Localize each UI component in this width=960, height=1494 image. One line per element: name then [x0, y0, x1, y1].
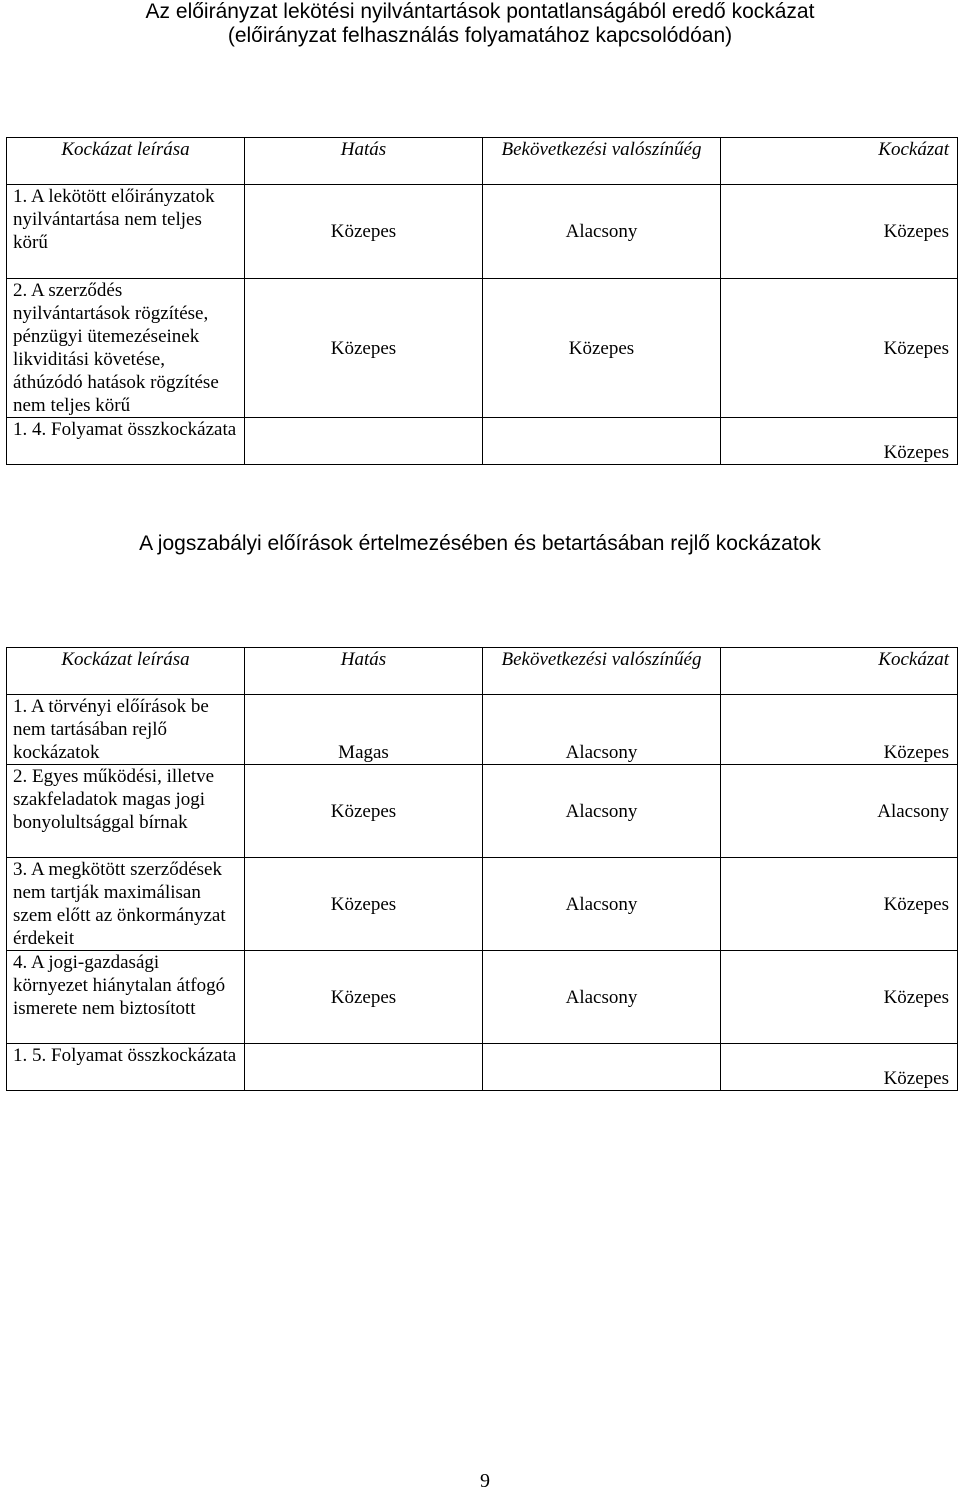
impact-value: Közepes [245, 858, 483, 951]
table-row [7, 765, 958, 858]
risk-description: 2. Egyes működési, illetve szakfeladatok magas jogi bonyolultsággal bírnak [7, 765, 245, 858]
empty-cell [483, 1044, 721, 1091]
risk-value: Közepes [721, 695, 958, 765]
risk-table-1 [6, 137, 958, 465]
header-description: Kockázat leírása [7, 648, 245, 695]
header-impact: Hatás [245, 138, 483, 185]
header-probability: Bekövetkezési valószínűég [483, 648, 721, 695]
total-row [7, 418, 958, 465]
header-description: Kockázat leírása [7, 138, 245, 185]
probability-value: Alacsony [483, 951, 721, 1044]
risk-value: Közepes [721, 951, 958, 1044]
table-header-row [7, 648, 958, 695]
probability-value: Alacsony [483, 858, 721, 951]
section2-title: A jogszabályi előírások értelmezésében és betartásában rejlő kockázatok [139, 532, 821, 555]
probability-value: Alacsony [483, 765, 721, 858]
section1-title-line2: (előirányzat felhasználás folyamatához kapcsolódóan) [227, 24, 733, 47]
table-row [7, 279, 958, 418]
header-impact: Hatás [245, 648, 483, 695]
probability-value: Alacsony [483, 695, 721, 765]
table-row [7, 185, 958, 279]
total-label: 1. 5. Folyamat összkockázata [7, 1044, 245, 1091]
table-header-row [7, 138, 958, 185]
impact-value: Magas [245, 695, 483, 765]
risk-value: Közepes [721, 858, 958, 951]
risk-description: 3. A megkötött szerződések nem tartják maximálisan szem előtt az önkormányzat érdekeit [7, 858, 245, 951]
section1-title-line1: Az előirányzat lekötési nyilvántartások pontatlanságából eredő kockázat [145, 0, 815, 23]
section1-title [0, 0, 960, 48]
table-row [7, 695, 958, 765]
table-row [7, 858, 958, 951]
page-number: 9 [480, 1470, 490, 1492]
probability-value: Közepes [483, 279, 721, 418]
header-risk: Kockázat [721, 138, 958, 185]
total-label: 1. 4. Folyamat összkockázata [7, 418, 245, 465]
risk-description: 1. A törvényi előírások be nem tartásában rejlő kockázatok [7, 695, 245, 765]
impact-value: Közepes [245, 279, 483, 418]
risk-table-2 [6, 647, 958, 1091]
impact-value: Közepes [245, 185, 483, 279]
risk-description: 1. A lekötött előirányzatok nyilvántartása nem teljes körű [7, 185, 245, 279]
risk-value: Alacsony [721, 765, 958, 858]
total-risk-value: Közepes [721, 1044, 958, 1091]
header-probability: Bekövetkezési valószínűég [483, 138, 721, 185]
impact-value: Közepes [245, 951, 483, 1044]
risk-value: Közepes [721, 279, 958, 418]
risk-description: 2. A szerződés nyilvántartások rögzítése, pénzügyi ütemezéseinek likviditási követése, áthúzódó hatások rögzítése nem teljes körű [7, 279, 245, 418]
empty-cell [245, 1044, 483, 1091]
header-risk: Kockázat [721, 648, 958, 695]
table-row [7, 951, 958, 1044]
empty-cell [483, 418, 721, 465]
total-risk-value: Közepes [721, 418, 958, 465]
probability-value: Alacsony [483, 185, 721, 279]
risk-description: 4. A jogi-gazdasági környezet hiánytalan átfogó ismerete nem biztosított [7, 951, 245, 1044]
risk-value: Közepes [721, 185, 958, 279]
impact-value: Közepes [245, 765, 483, 858]
empty-cell [245, 418, 483, 465]
total-row [7, 1044, 958, 1091]
